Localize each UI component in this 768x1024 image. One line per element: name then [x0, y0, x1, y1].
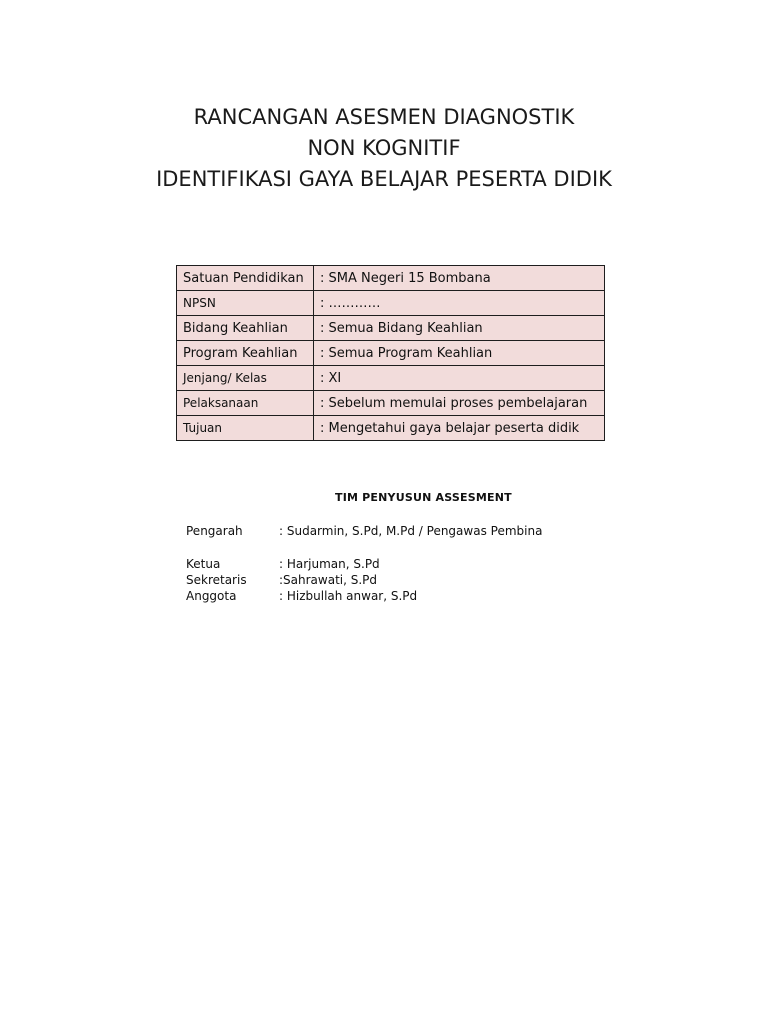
row-value: : …………	[314, 291, 605, 316]
team-role: Pengarah	[186, 524, 243, 538]
row-value: : Mengetahui gaya belajar peserta didik	[314, 416, 605, 441]
row-label: Jenjang/ Kelas	[177, 366, 314, 391]
team-heading: TIM PENYUSUN ASSESMENT	[335, 491, 512, 504]
title-line-2: NON KOGNITIF	[307, 136, 461, 160]
row-label: Program Keahlian	[177, 341, 314, 366]
row-value: : Sebelum memulai proses pembelajaran	[314, 391, 605, 416]
title-line-1: RANCANGAN ASESMEN DIAGNOSTIK	[193, 105, 575, 129]
row-value: : SMA Negeri 15 Bombana	[314, 266, 605, 291]
table-row	[177, 341, 605, 366]
table-row	[177, 266, 605, 291]
team-name: : Hizbullah anwar, S.Pd	[279, 589, 418, 603]
team-name: : Sudarmin, S.Pd, M.Pd / Pengawas Pembina	[279, 524, 543, 538]
row-label: Satuan Pendidikan	[177, 266, 314, 291]
team-name: :Sahrawati, S.Pd	[279, 573, 378, 587]
table-row	[177, 391, 605, 416]
row-label: NPSN	[177, 291, 314, 316]
info-table	[176, 265, 605, 441]
row-label: Bidang Keahlian	[177, 316, 314, 341]
table-row	[177, 316, 605, 341]
team-role: Anggota	[186, 589, 237, 603]
row-value: : XI	[314, 366, 605, 391]
team-name: : Harjuman, S.Pd	[279, 557, 380, 571]
row-label: Pelaksanaan	[177, 391, 314, 416]
team-role: Ketua	[186, 557, 221, 571]
team-role: Sekretaris	[186, 573, 247, 587]
table-row	[177, 366, 605, 391]
table-row	[177, 291, 605, 316]
table-row	[177, 416, 605, 441]
row-label: Tujuan	[177, 416, 314, 441]
title-line-3: IDENTIFIKASI GAYA BELAJAR PESERTA DIDIK	[156, 167, 612, 191]
row-value: : Semua Program Keahlian	[314, 341, 605, 366]
document-title	[0, 102, 768, 195]
row-value: : Semua Bidang Keahlian	[314, 316, 605, 341]
